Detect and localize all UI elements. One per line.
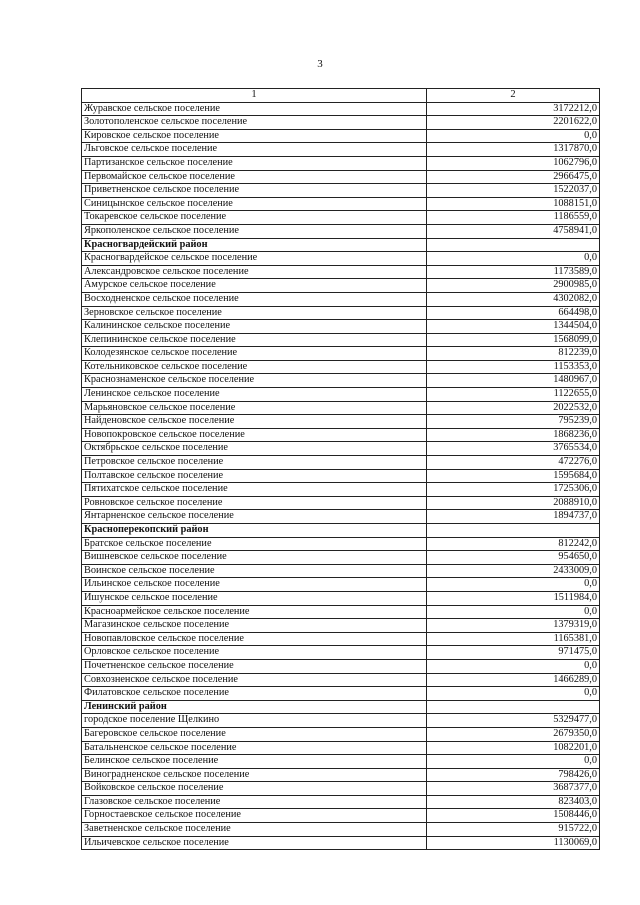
- table-row: [82, 129, 600, 143]
- amount-value: 1508446,0: [427, 809, 600, 823]
- settlement-name: Журавское сельское поселение: [82, 102, 427, 116]
- settlement-name: Совхозненское сельское поселение: [82, 673, 427, 687]
- settlement-name: Октябрьское сельское поселение: [82, 442, 427, 456]
- table-row: [82, 510, 600, 524]
- settlement-name: Ленинское сельское поселение: [82, 388, 427, 402]
- table-row: [82, 347, 600, 361]
- amount-value: 1344504,0: [427, 320, 600, 334]
- amount-value: 915722,0: [427, 823, 600, 837]
- settlement-name: Филатовское сельское поселение: [82, 687, 427, 701]
- amount-value: 1480967,0: [427, 374, 600, 388]
- amount-value: 1317870,0: [427, 143, 600, 157]
- table-row: [82, 809, 600, 823]
- amount-value: 1511984,0: [427, 591, 600, 605]
- table-row: [82, 197, 600, 211]
- settlement-name: Партизанское сельское поселение: [82, 156, 427, 170]
- table-row: [82, 483, 600, 497]
- amount-value: 1894737,0: [427, 510, 600, 524]
- amount-value: 2088910,0: [427, 496, 600, 510]
- table-row: [82, 388, 600, 402]
- amount-value: 1568099,0: [427, 333, 600, 347]
- settlement-name: Новопавловское сельское поселение: [82, 632, 427, 646]
- table-row: [82, 564, 600, 578]
- amount-value: 1165381,0: [427, 632, 600, 646]
- amount-value: 1130069,0: [427, 836, 600, 850]
- amount-value: 664498,0: [427, 306, 600, 320]
- settlement-name: Виноградненское сельское поселение: [82, 768, 427, 782]
- settlement-name: Ильинское сельское поселение: [82, 578, 427, 592]
- settlement-name: Первомайское сельское поселение: [82, 170, 427, 184]
- settlement-name: Вишневское сельское поселение: [82, 551, 427, 565]
- amount-value: 971475,0: [427, 646, 600, 660]
- table-row: [82, 456, 600, 470]
- settlements-table: [81, 88, 600, 850]
- amount-value: 472276,0: [427, 456, 600, 470]
- settlement-name: Новопокровское сельское поселение: [82, 428, 427, 442]
- settlement-name: Краснознаменское сельское поселение: [82, 374, 427, 388]
- amount-value: 3765534,0: [427, 442, 600, 456]
- amount-value: 4302082,0: [427, 292, 600, 306]
- table-row: [82, 224, 600, 238]
- amount-value: 2900985,0: [427, 279, 600, 293]
- table-row: [82, 306, 600, 320]
- amount-value: 2022532,0: [427, 401, 600, 415]
- settlement-name: Красногвардейское сельское поселение: [82, 252, 427, 266]
- table-row: [82, 428, 600, 442]
- settlement-name: Александровское сельское поселение: [82, 265, 427, 279]
- settlement-name: Марьяновское сельское поселение: [82, 401, 427, 415]
- amount-value: 823403,0: [427, 795, 600, 809]
- table-row: [82, 156, 600, 170]
- table-row: [82, 401, 600, 415]
- settlement-name: Янтарненское сельское поселение: [82, 510, 427, 524]
- settlement-name: городское поселение Щелкино: [82, 714, 427, 728]
- settlement-name: Клепининское сельское поселение: [82, 333, 427, 347]
- district-heading-row: [82, 238, 600, 252]
- table-row: [82, 755, 600, 769]
- settlement-name: Магазинское сельское поселение: [82, 619, 427, 633]
- settlement-name: Ишунское сельское поселение: [82, 591, 427, 605]
- amount-value: 795239,0: [427, 415, 600, 429]
- settlement-name: Войковское сельское поселение: [82, 782, 427, 796]
- amount-value: 1082201,0: [427, 741, 600, 755]
- table-body: [82, 89, 600, 850]
- amount-value: 3172212,0: [427, 102, 600, 116]
- amount-value: 0,0: [427, 659, 600, 673]
- table-row: [82, 265, 600, 279]
- amount-value: 1186559,0: [427, 211, 600, 225]
- settlement-name: Братское сельское поселение: [82, 537, 427, 551]
- table-row: [82, 116, 600, 130]
- amount-value: 798426,0: [427, 768, 600, 782]
- settlement-name: Батальненское сельское поселение: [82, 741, 427, 755]
- table-row: [82, 782, 600, 796]
- settlement-name: Глазовское сельское поселение: [82, 795, 427, 809]
- settlement-name: Петровское сельское поселение: [82, 456, 427, 470]
- district-name: Красногвардейский район: [82, 238, 427, 252]
- table-row: [82, 591, 600, 605]
- table-row: [82, 143, 600, 157]
- amount-value: 0,0: [427, 129, 600, 143]
- district-heading-row: [82, 524, 600, 538]
- amount-value: 1088151,0: [427, 197, 600, 211]
- table-row: [82, 659, 600, 673]
- table-row: [82, 578, 600, 592]
- amount-value: 3687377,0: [427, 782, 600, 796]
- column-header-2: 2: [427, 89, 600, 103]
- table-row: [82, 374, 600, 388]
- table-row: [82, 279, 600, 293]
- amount-value: 812242,0: [427, 537, 600, 551]
- table-row: [82, 496, 600, 510]
- settlement-name: Почетненское сельское поселение: [82, 659, 427, 673]
- settlement-name: Пятихатское сельское поселение: [82, 483, 427, 497]
- page-number: 3: [317, 58, 323, 70]
- amount-value: 0,0: [427, 578, 600, 592]
- settlement-name: Найденовское сельское поселение: [82, 415, 427, 429]
- settlement-name: Белинское сельское поселение: [82, 755, 427, 769]
- column-header-1: 1: [82, 89, 427, 103]
- amount-value: [427, 524, 600, 538]
- table-header-row: [82, 89, 600, 103]
- table-row: [82, 537, 600, 551]
- amount-value: 1153353,0: [427, 360, 600, 374]
- settlement-name: Заветненское сельское поселение: [82, 823, 427, 837]
- settlement-name: Синицынское сельское поселение: [82, 197, 427, 211]
- amount-value: 1725306,0: [427, 483, 600, 497]
- table-row: [82, 795, 600, 809]
- amount-value: 0,0: [427, 605, 600, 619]
- settlement-name: Льговское сельское поселение: [82, 143, 427, 157]
- table-row: [82, 170, 600, 184]
- amount-value: 1466289,0: [427, 673, 600, 687]
- settlement-name: Ровновское сельское поселение: [82, 496, 427, 510]
- table-row: [82, 768, 600, 782]
- amount-value: 2966475,0: [427, 170, 600, 184]
- amount-value: 2679350,0: [427, 727, 600, 741]
- table-row: [82, 551, 600, 565]
- table-row: [82, 442, 600, 456]
- amount-value: 1173589,0: [427, 265, 600, 279]
- amount-value: 954650,0: [427, 551, 600, 565]
- table-row: [82, 727, 600, 741]
- amount-value: 4758941,0: [427, 224, 600, 238]
- amount-value: 1379319,0: [427, 619, 600, 633]
- table-row: [82, 333, 600, 347]
- amount-value: 1522037,0: [427, 184, 600, 198]
- amount-value: 0,0: [427, 755, 600, 769]
- amount-value: 2201622,0: [427, 116, 600, 130]
- settlement-name: Восходненское сельское поселение: [82, 292, 427, 306]
- settlement-name: Колодезянское сельское поселение: [82, 347, 427, 361]
- table-row: [82, 741, 600, 755]
- table-row: [82, 102, 600, 116]
- table-row: [82, 823, 600, 837]
- table-row: [82, 469, 600, 483]
- district-heading-row: [82, 700, 600, 714]
- district-name: Красноперекопский район: [82, 524, 427, 538]
- table-row: [82, 360, 600, 374]
- settlement-name: Орловское сельское поселение: [82, 646, 427, 660]
- amount-value: 0,0: [427, 252, 600, 266]
- table-row: [82, 687, 600, 701]
- settlement-name: Кировское сельское поселение: [82, 129, 427, 143]
- settlement-name: Яркополенское сельское поселение: [82, 224, 427, 238]
- settlement-name: Амурское сельское поселение: [82, 279, 427, 293]
- settlement-name: Красноармейское сельское поселение: [82, 605, 427, 619]
- amount-value: 1595684,0: [427, 469, 600, 483]
- amount-value: 5329477,0: [427, 714, 600, 728]
- amount-value: 2433009,0: [427, 564, 600, 578]
- table-row: [82, 619, 600, 633]
- district-name: Ленинский район: [82, 700, 427, 714]
- table-row: [82, 673, 600, 687]
- amount-value: 1062796,0: [427, 156, 600, 170]
- table-row: [82, 184, 600, 198]
- table-row: [82, 605, 600, 619]
- table-row: [82, 714, 600, 728]
- table-row: [82, 211, 600, 225]
- settlement-name: Зерновское сельское поселение: [82, 306, 427, 320]
- amount-value: [427, 238, 600, 252]
- settlement-name: Багеровское сельское поселение: [82, 727, 427, 741]
- settlement-name: Калининское сельское поселение: [82, 320, 427, 334]
- amount-value: 1868236,0: [427, 428, 600, 442]
- settlement-name: Приветненское сельское поселение: [82, 184, 427, 198]
- table-row: [82, 632, 600, 646]
- table-row: [82, 252, 600, 266]
- settlement-name: Полтавское сельское поселение: [82, 469, 427, 483]
- amount-value: 812239,0: [427, 347, 600, 361]
- amount-value: 1122655,0: [427, 388, 600, 402]
- settlement-name: Ильичевское сельское поселение: [82, 836, 427, 850]
- table-row: [82, 292, 600, 306]
- settlement-name: Токаревское сельское поселение: [82, 211, 427, 225]
- table-row: [82, 320, 600, 334]
- settlement-name: Горностаевское сельское поселение: [82, 809, 427, 823]
- amount-value: [427, 700, 600, 714]
- table-row: [82, 415, 600, 429]
- settlement-name: Золотополенское сельское поселение: [82, 116, 427, 130]
- table-row: [82, 646, 600, 660]
- amount-value: 0,0: [427, 687, 600, 701]
- table-row: [82, 836, 600, 850]
- settlement-name: Воинское сельское поселение: [82, 564, 427, 578]
- settlement-name: Котельниковское сельское поселение: [82, 360, 427, 374]
